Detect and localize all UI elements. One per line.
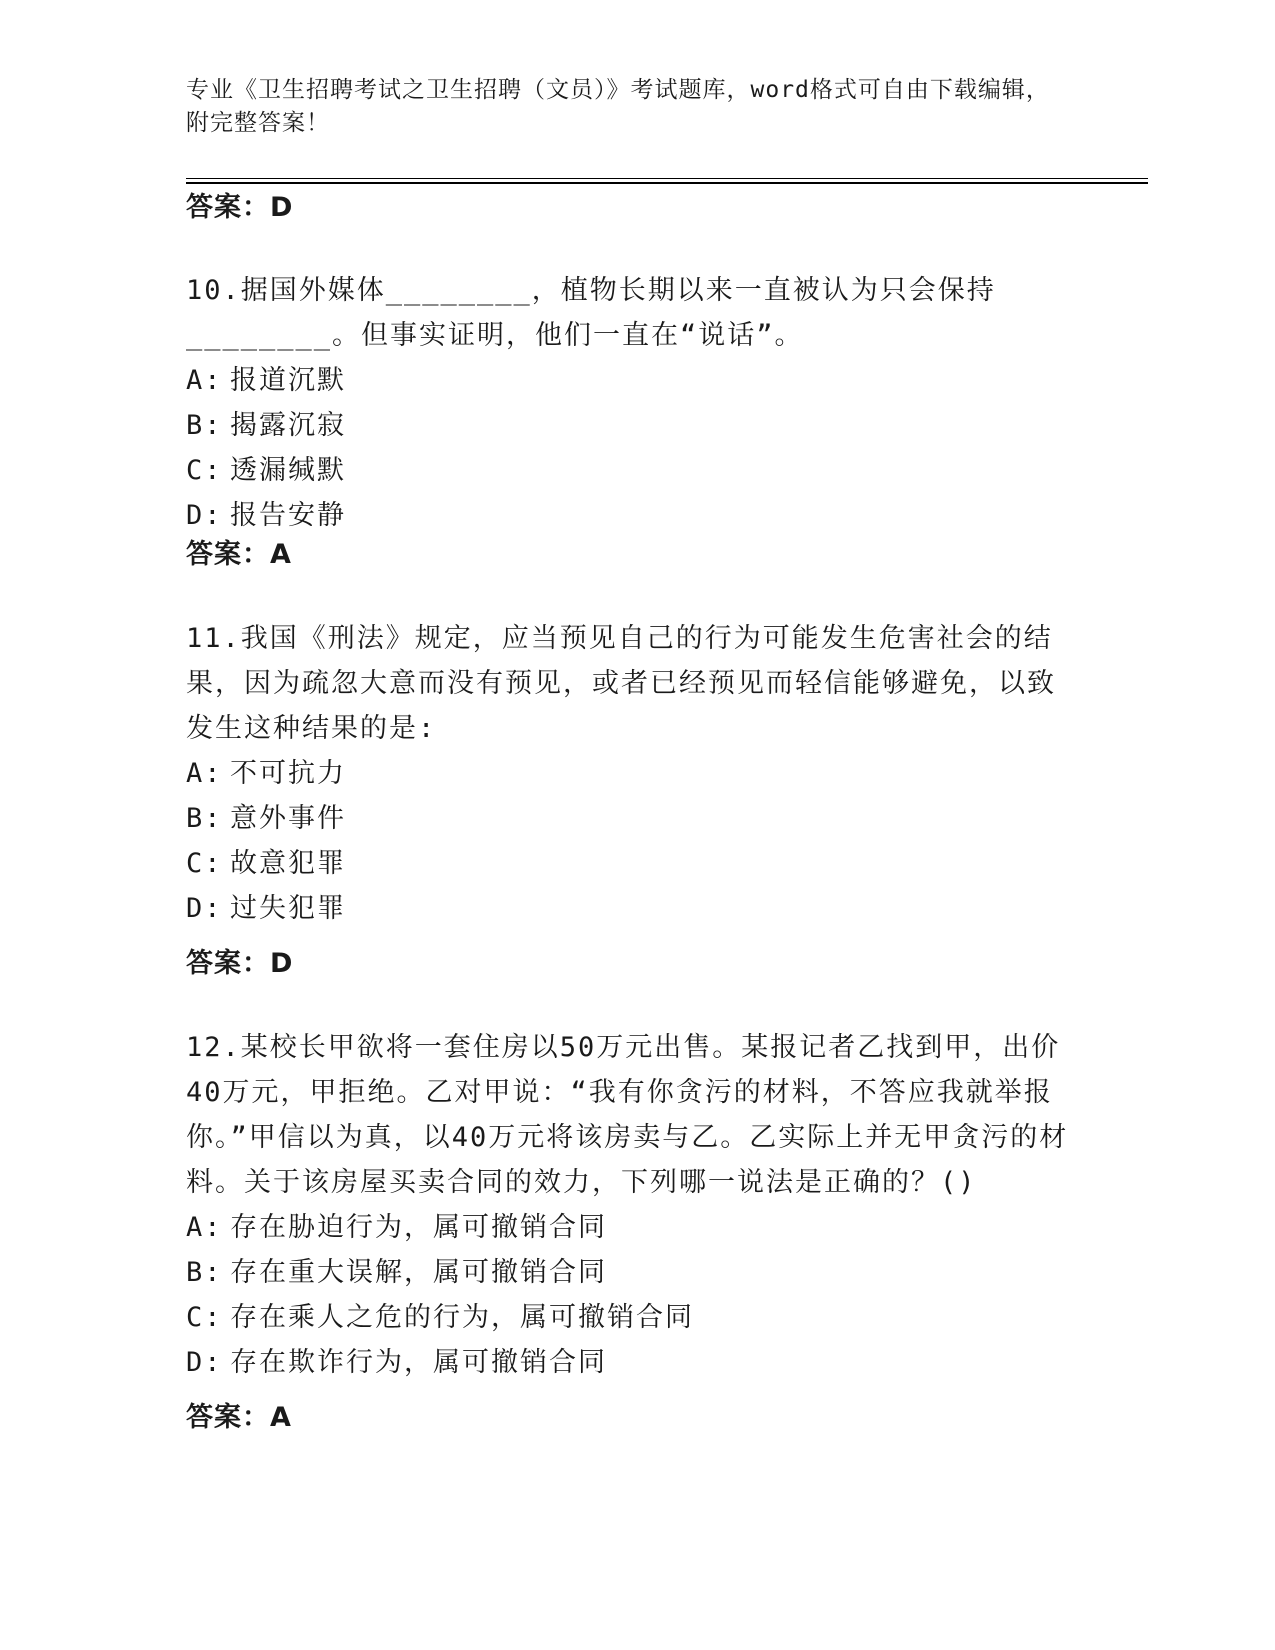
option-label: C:	[186, 1302, 223, 1333]
option-list	[186, 358, 1076, 538]
option-text: 过失犯罪	[230, 893, 346, 924]
option-c	[186, 841, 1076, 886]
question-stem: 11.我国《刑法》规定，应当预见自己的行为可能发生危害社会的结果，因为疏忽大意而没有预见，或者已经预见而轻信能够避免，以致发生这种结果的是:	[186, 623, 1056, 744]
option-b	[186, 403, 1076, 448]
option-list	[186, 1205, 1076, 1385]
option-d	[186, 493, 1076, 538]
option-text: 报道沉默	[230, 365, 346, 396]
option-label: D:	[186, 1347, 223, 1378]
option-label: B:	[186, 1257, 223, 1288]
option-label: A:	[186, 1212, 223, 1243]
option-text: 存在欺诈行为，属可撤销合同	[230, 1347, 607, 1378]
option-a	[186, 1205, 1076, 1250]
option-label: C:	[186, 455, 223, 486]
option-text: 意外事件	[230, 803, 346, 834]
option-text: 存在重大误解，属可撤销合同	[230, 1257, 607, 1288]
option-label: D:	[186, 893, 223, 924]
option-text: 存在胁迫行为，属可撤销合同	[230, 1212, 607, 1243]
option-label: A:	[186, 365, 223, 396]
option-b	[186, 1250, 1076, 1295]
option-text: 报告安静	[230, 500, 346, 531]
question-12	[186, 1025, 1076, 1385]
option-text: 揭露沉寂	[230, 410, 346, 441]
option-label: B:	[186, 410, 223, 441]
option-d	[186, 1340, 1076, 1385]
option-text: 存在乘人之危的行为，属可撤销合同	[230, 1302, 694, 1333]
question-11	[186, 616, 1076, 931]
option-label: A:	[186, 758, 223, 789]
option-c	[186, 1295, 1076, 1340]
answer-11: 答案：D	[186, 948, 294, 979]
option-list	[186, 751, 1076, 931]
option-d	[186, 886, 1076, 931]
option-text: 不可抗力	[230, 758, 346, 789]
option-a	[186, 751, 1076, 796]
header-rule-thin	[186, 178, 1148, 179]
header-rule-thick	[186, 182, 1148, 184]
question-10	[186, 268, 1076, 538]
option-text: 故意犯罪	[230, 848, 346, 879]
answer-10: 答案：A	[186, 539, 292, 570]
option-b	[186, 796, 1076, 841]
option-label: C:	[186, 848, 223, 879]
answer-12: 答案：A	[186, 1402, 292, 1433]
question-stem: 10.据国外媒体________，植物长期以来一直被认为只会保持________。但事实证明，他们一直在“说话”。	[186, 275, 996, 351]
option-label: B:	[186, 803, 223, 834]
document-header: 专业《卫生招聘考试之卫生招聘（文员）》考试题库，word格式可自由下载编辑，附完整答案！	[186, 77, 1050, 136]
question-stem: 12.某校长甲欲将一套住房以50万元出售。某报记者乙找到甲，出价40万元，甲拒绝。乙对甲说：“我有你贪污的材料，不答应我就举报你。”甲信以为真，以40万元将该房卖与乙。乙实际上并无甲贪污的材料。关于该房屋买卖合同的效力，下列哪一说法是正确的？()	[186, 1032, 1069, 1198]
option-a	[186, 358, 1076, 403]
option-text: 透漏缄默	[230, 455, 346, 486]
option-label: D:	[186, 500, 223, 531]
previous-answer: 答案：D	[186, 192, 294, 223]
option-c	[186, 448, 1076, 493]
